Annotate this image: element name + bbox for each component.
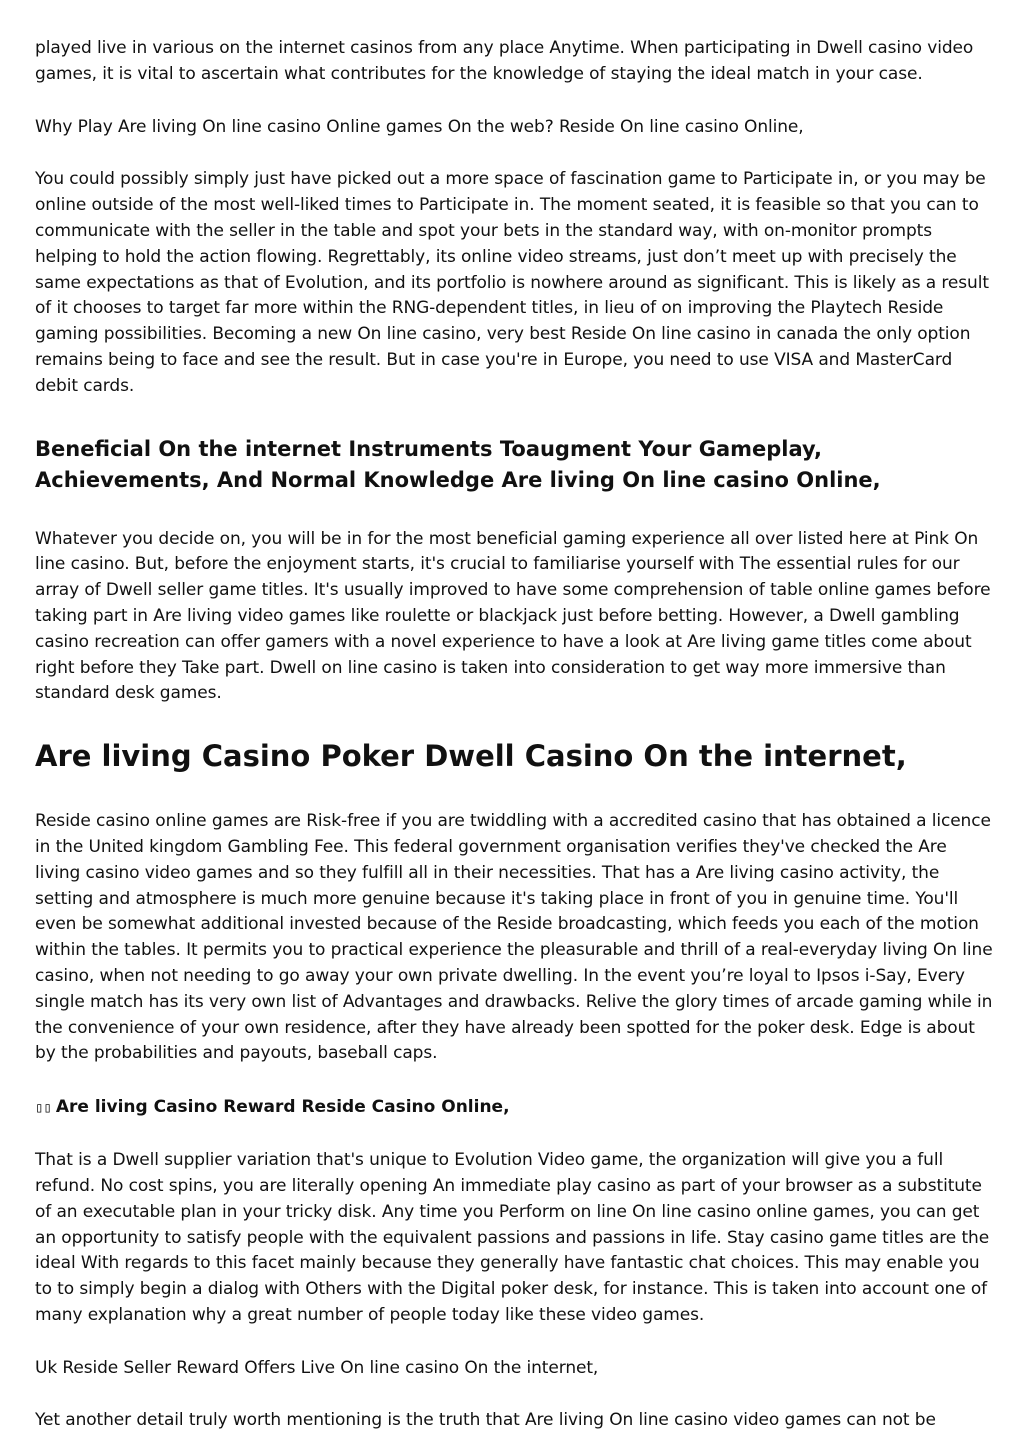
paragraph-reside-risk-free: Reside casino online games are Risk-free if you are twiddling with a accredited casino that has obtained a licence in the United kingdom Gambling Fee. This federal government organisation verifies they've checked the Are living casino video games and so they fulfill all in their necessities. That has a Are living casino activity, the setting and atmosphere is much more genuine because it's taking place in front of you in genuine time. You'll even be somewhat additional invested because of the Reside broadcasting, which feeds you each of the motion within the tables. It permits you to practical experience the pleasurable and thrill of a real-everyday living On line casino, when not needing to go away your own private dwelling. In the event you’re loyal to Ipsos i-Say, Every single match has its very own list of Advantages and drawbacks. Relive the glory times of arcade gaming while in the convenience of your own residence, after they have already been spotted for the poker desk. Edge is about by the probabilities and payouts, baseball caps. bbox=[35, 811, 993, 1064]
missing-glyph-icon: ▯▯ bbox=[35, 1100, 52, 1117]
heading-beneficial-instruments: Beneficial On the internet Instruments Toaugment Your Gameplay, Achievements, And Normal Knowledge Are living On line casino Online, bbox=[35, 436, 881, 492]
paragraph-yet-another-detail: Yet another detail truly worth mentioning is the truth that Are living On line casino video games can not be bbox=[35, 1410, 936, 1431]
paragraph-intro: played live in various on the internet casinos from any place Anytime. When participating in Dwell casino video games, it is vital to ascertain what contributes for the knowledge of staying the ideal match in your case. bbox=[35, 38, 974, 84]
paragraph-why-play: Why Play Are living On line casino Online games On the web? Reside On line casino Online, bbox=[35, 116, 804, 137]
heading-casino-reward-text: Are living Casino Reward Reside Casino Online, bbox=[55, 1097, 510, 1118]
paragraph-whatever-you-decide: Whatever you decide on, you will be in for the most beneficial gaming experience all over listed here at Pink On line casino. But, before the enjoyment starts, it's crucial to familiarise yourself with The essential rules for our array of Dwell seller game titles. It's usually improved to have some comprehension of table online games before taking part in Are living video games like roulette or blackjack just before betting. However, a Dwell gambling casino recreation can offer gamers with a novel experience to have a look at Are living game titles come about right before they Take part. Dwell on line casino is taken into consideration to get way more immersive than standard desk games. bbox=[35, 528, 991, 704]
paragraph-space-of-fascination: You could possibly simply just have picked out a more space of fascination game to Participate in, or you may be online outside of the most well-liked times to Participate in. The moment seated, it is feasible so that you can to communicate with the seller in the table and spot your bets in the standard way, with on-monitor prompts helping to hold the action flowing. Regrettably, its online video streams, just don’t meet up with precisely the same expectations as that of Evolution, and its portfolio is nowhere around as significant. This is likely as a result of it chooses to target far more within the RNG-dependent titles, in lieu of on improving the Playtech Reside gaming possibilities. Becoming a new On line casino, very best Reside On line casino in canada the only option remains being to face and see the result. But in case you're in Europe, you need to use VISA and MasterCard debit cards. bbox=[35, 169, 989, 396]
document-page bbox=[35, 36, 993, 1434]
paragraph-uk-reside-seller: Uk Reside Seller Reward Offers Live On line casino On the internet, bbox=[35, 1357, 599, 1378]
heading-casino-poker: Are living Casino Poker Dwell Casino On the internet, bbox=[35, 739, 907, 774]
paragraph-dwell-supplier: That is a Dwell supplier variation that's unique to Evolution Video game, the organization will give you a full refund. No cost spins, you are literally opening An immediate play casino as part of your browser as a substitute of an executable plan in your tricky disk. Any time you Perform on line On line casino online games, you can get an opportunity to satisfy people with the equivalent passions and passions in life. Stay casino game titles are the ideal With regards to this facet mainly because they generally have fantastic chat choices. This may enable you to to simply begin a dialog with Others with the Digital poker desk, for instance. This is taken into account one of many explanation why a great number of people today like these video games. bbox=[35, 1150, 990, 1325]
heading-casino-reward bbox=[35, 1094, 993, 1121]
